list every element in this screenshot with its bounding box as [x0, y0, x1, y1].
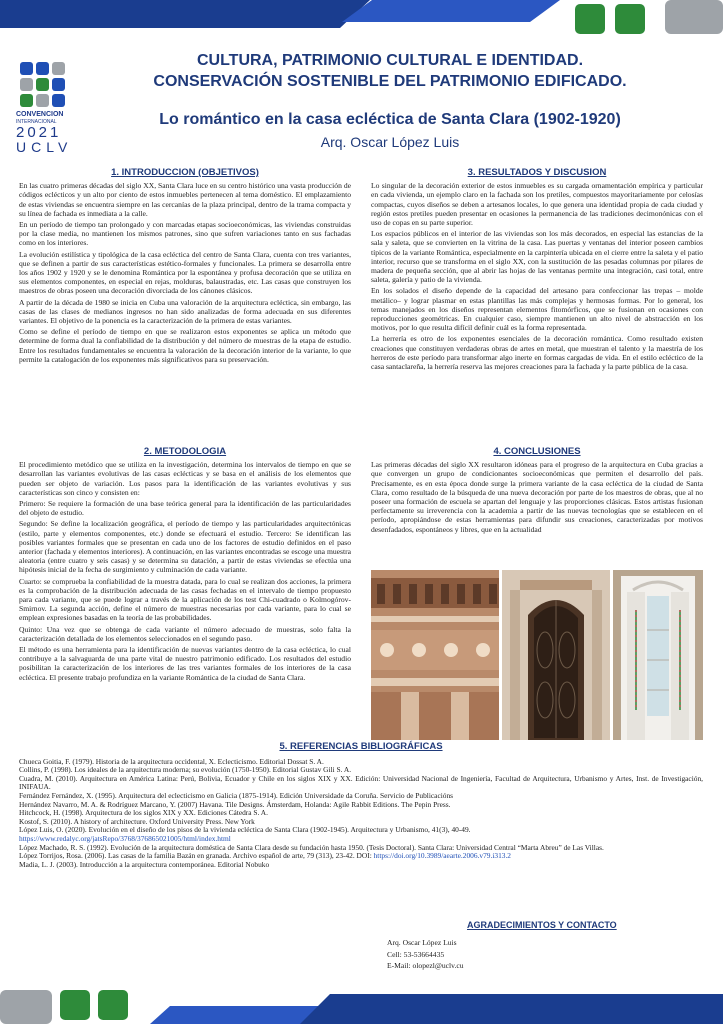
top-decoration-bar [0, 0, 723, 40]
paragraph: Las primeras décadas del siglo XX resultaron idóneas para el progreso de la arquitectura en Cuba gracias a que convergen un grupo de condicionantes socioeconómicas que permiten el desarrollo del país. Precisamente, es en esta época donde surge la primera variante de la casa ecléctica de la ciudad de Santa Clara, como resultado de la búsqueda de una nueva decoración por parte de los maestros de obras, que al no poseer una formación de escuela se apartan del lenguaje y las proporciones clásicas. Estos artistas fusionan perfectamente su irreverencia con la academia a partir de las nuevas tecnologías que se establecen en el período, apropiándose de estas herramientas para difundir sus creaciones, caracterizadas por motivos desenfadados, espontáneos y libres, que en la actualidad [371, 460, 703, 534]
photo-arched-door [502, 570, 610, 740]
contact-email: E-Mail: olopezl@uclv.cu [387, 961, 464, 970]
reference-doi-link[interactable]: https://doi.org/10.3989/aearte.2006.v79.i313.2 [373, 851, 512, 861]
conclusions-heading: 4. CONCLUSIONES [493, 446, 581, 457]
reference-item: Hernández Navarro, M. A. & Rodríguez Marcano, Y. (2007) Havana. Tile Designs. Ámsterdam, Holanda: Agile Rabbit Editions. The Pepin Press. [19, 799, 451, 809]
reference-link[interactable]: https://www.redalyc.org/jatsRepo/3768/376865021005/html/index.html [19, 833, 231, 843]
section-methodology [19, 447, 351, 684]
reference-item: Hitchcock, H. (1998). Arquitectura de los siglos XIX y XX. Ediciones Cátedra S. A. [19, 808, 268, 818]
reference-text: López Torrijos, Rosa. (2006). Las casas de la familia Bazán en granada. Archivo español de arte, 79 (313), 23-42. DOI: [19, 851, 372, 861]
author-name: Arq. Oscar López Luis [320, 134, 460, 150]
logo-year: 2021 [16, 124, 62, 141]
poster-subtitle: Lo romántico en la casa ecléctica de Santa Clara (1902-1920) [159, 111, 621, 128]
paragraph: Como se define el período de tiempo en que se realizaron estos exponentes se aplica un método que determine de forma dual la confiabilidad de la distribución y del número de muestras de la etapa de estudio. Entre los resultados fundamentales se encuentra la valoración de la decoración interior de la variante, lo que permite la catalogación de los exponentes más significativos para su preservación. [19, 327, 351, 364]
paragraph: El método es una herramienta para la identificación de nuevas variantes dentro de la casa ecléctica, lo cual contribuye a la salvaguarda de una parte vital de nuestro patrimonio edificado. Los resultados del estudio posibilitan la caracterización de los interiores de las tres variantes formales de los interiores de la casa ecléctica. El presente trabajo profundiza en la variante Romántica de la ciudad de Santa Clara. [19, 645, 351, 682]
reference-item: Collins, P. (1998). Los ideales de la arquitectura moderna; su evolución (1750-1950). Editorial Gustav Gili S. A. [19, 765, 352, 775]
logo-org: UCLV [16, 139, 73, 155]
methodology-heading: 2. METODOLOGIA [143, 446, 227, 457]
reference-item: Cuadra, M. (2010). Arquitectura en América Latina: Perú, Bolivia, Ecuador y Chile en los siglos XIX y XX. Edición: Universidad Nacional de Ingeniería, Facultad de Arquitectura, Urbanismo y Artes, Inst. de Investigación, INIFAUA. [19, 773, 703, 792]
reference-text: López Luis, O. (2020). Evolución en el diseño de los pisos de la vivienda ecléctica de Santa Clara (1902-1945). Arquitectura y Urbanismo, 41(3), 40-49. [19, 825, 471, 835]
photo-ornate-facade [371, 570, 499, 740]
paragraph: En un período de tiempo tan prolongado y con marcadas etapas socioeconómicas, las viviendas construidas por la clase media, no mantienen los mismos patrones, sino que sufren variaciones tanto en sus fachadas como en los interiores. [19, 220, 351, 248]
logo-line2: INTERNACIONAL [16, 119, 57, 125]
paragraph: Lo singular de la decoración exterior de estos inmuebles es su cargada ornamentación empírica y particular en cada vivienda, un ejemplo claro en la fachada son los pretiles, compuestos mayoritariamente por celosías compactas, cuyos diseños se deben a artesanos locales, lo que genera una identidad propia de cada ciudad y región estos pretiles pueden presentar en ocasiones la permanencia de las tradiciones decimonónicas con el uso de copas en su parte superior. [371, 181, 703, 228]
paragraph: Segundo: Se define la localización geográfica, el período de tiempo y las particularidades arquitectónicas (estilo, parte y elementos componentes, etc.) donde se efectuará el estudio. Tercero: Se identifican las posibles variantes formales que se presentan en cada uno de los factores de estudio definidos en el paso anterior (fachada y elementos interiores). A continuación, en las variantes encontradas se escoge una muestra aleatoria (entre cuatro y seis casas) y se determina su datación, a partir de estas viviendas se efectúa una hipótesis inicial de la fecha de surgimiento y culminación de cada variante. [19, 519, 351, 575]
section-introduction [19, 168, 351, 366]
reference-item: Chueca Goitia, F. (1979). Historia de la arquitectura occidental, X. Eclecticismo. Editorial Dossat S. A. [19, 756, 324, 766]
reference-item: Madia, L. J. (2003). Introducción a la arquitectura contemporánea. Editorial Nobuko [19, 859, 270, 869]
references-heading: 5. REFERENCIAS BIBLIOGRÁFICAS [279, 741, 443, 752]
reference-item [19, 826, 703, 843]
photo-interior-door [613, 570, 703, 740]
reference-item: López Machado, R. S. (1992). Evolución de la arquitectura doméstica de Santa Clara desde su fundación hasta 1950. (Tesis Doctoral). Santa Clara: Universidad Central “Marta Abreu” de Las Villas. [19, 842, 604, 852]
paragraph: A partir de la década de 1980 se inicia en Cuba una valoración de la arquitectura ecléctica, sin embargo, las casas de las clases de medianos ingresos no han sido analizadas de forma adecuada en sus diferentes variantes. El objetivo de la ponencia es la caracterización de la primera de estas variantes. [19, 297, 351, 326]
bottom-decoration-bar [0, 972, 723, 1024]
main-title-line2: CONSERVACIÓN SOSTENIBLE DEL PATRIMONIO EDIFICADO. [153, 73, 627, 90]
paragraph: Los espacios públicos en el interior de las viviendas son los más decorados, en especial las estancias de la sala y saleta, que se convierten en la vitrina de la casa. Las puertas y ventanas del interior poseen cambios típicos de la variante Romántica, especialmente en la carpintería ubicada en el cierre entre la saleta y el patio interior, recurso que se transforma en el siglo XX, con la sustitución de las pesadas columnas por pilares de madera de pequeña sección, que al abrir las hojas de las ventanas permite una integración, casi total, entre saleta, galería y patio de la vivienda. [371, 229, 703, 285]
paragraph: En los solados el diseño depende de la capacidad del artesano para confeccionar las trepas – molde metálico– y lograr plasmar en estas plantillas las más complejas y hermosas formas. Por lo general, los temas manejados en los diseños representan elementos fitomórficos, que se fusionan en ocasiones con reproducciones geométricas. En cualquier caso, siempre mantienen un alto nivel de abstracción en los motivos, por lo que resulta difícil definir cuál es la forma representada. [371, 286, 703, 333]
reference-item: Fernández Fernández, X. (1995). Arquitectura del eclecticismo en Galicia (1875-1914). Edición Universidade da Coruña. Servicio de Publicacións [19, 790, 454, 800]
paragraph: Primero: Se requiere la formación de una base teórica general para la identificación de las particularidades del objeto de estudio. [19, 499, 351, 518]
section-conclusions [371, 447, 703, 536]
paragraph: Cuarto: se comprueba la confiabilidad de la muestra datada, para lo cual se realizan dos acciones, la primera es la comprobación de la distribución adecuada de las casas fechadas en el intervalo de tiempo propuesto para cada variante, que se puede lograr a través de la aplicación de los test Chi-cuadrado o Kolmogórov-Smirnov. La segunda acción, define el número de muestras necesarias por cada variante, para lo cual se emplean expresiones basadas en la teoría de las probabilidades. [19, 576, 351, 623]
results-heading: 3. RESULTADOS Y DISCUSION [467, 167, 607, 178]
logo-line1: CONVENCION [16, 111, 64, 118]
paragraph: La herrería es otro de los exponentes esenciales de la decoración romántica. Como resultado existen creaciones que constituyen verdaderas obras de artes en metal, que muestran el talento y la maestría de los herreros de este período para transformar algo inerte en formas cargadas de vida. En el estilo ecléctico de la casa santaclareña, la herrería reserva las mejores creaciones para la fachada y la parte pública de la casa. [371, 334, 703, 372]
paragraph: La evolución estilística y tipológica de la casa ecléctica del centro de Santa Clara, cuenta con tres variantes, que se definen a partir de sus características estético-formales y funcionales. La primera se desarrolla entre los años 1902 y 1920 y se le denomina Romántica por la espontánea y profusa decoración que se utiliza en sus elementos componentes, en especial en rejas, molduras, balaustradas, etc. Las casas que construyen los maestros de obras poseen una decoración divorciada de los cánones clásicos. [19, 249, 351, 296]
contact-block [387, 937, 464, 972]
logo-tiles [20, 62, 72, 107]
paragraph: El procedimiento metódico que se utiliza en la investigación, determina los intervalos de tiempo en que se desarrollan las variantes evolutivas de las casas eclécticas y se basa en el análisis de los elementos que pueden ser objeto de variación. Los pasos para la identificación de las variantes evolutivas y sus características son cinco y consisten en: [19, 460, 351, 497]
convention-logo [16, 62, 72, 154]
paragraph: En las cuatro primeras décadas del siglo XX, Santa Clara luce en su centro histórico una vasta producción de códigos eclécticos y un alto por ciento de estos inmuebles pertenecen al tema doméstico. El emplazamiento de estas viviendas se encuentra siempre en las cercanías de la plaza principal, dentro de la trama compacta y su línea de fachada es inmediata a la calle. [19, 181, 351, 218]
contact-cell: Cell: 53-53664435 [387, 949, 445, 959]
main-title-line1: CULTURA, PATRIMONIO CULTURAL E IDENTIDAD. [196, 52, 584, 69]
reference-item: Kostof, S. (2010). A history of architecture. Oxford University Press. New York [19, 816, 255, 826]
contact-name: Arq. Oscar López Luis [387, 938, 457, 947]
section-references [19, 743, 703, 869]
introduction-heading: 1. INTRODUCCION (OBJETIVOS) [111, 167, 259, 178]
paragraph: Quinto: Una vez que se obtenga de cada variante el número adecuado de muestras, solo falta la caracterización detallada de los elementos seleccionados en el segundo paso. [19, 624, 351, 643]
acknowledgements-heading: AGRADECIMIENTOS Y CONTACTO [467, 920, 617, 930]
architecture-photos [371, 570, 703, 740]
section-results [371, 168, 703, 373]
